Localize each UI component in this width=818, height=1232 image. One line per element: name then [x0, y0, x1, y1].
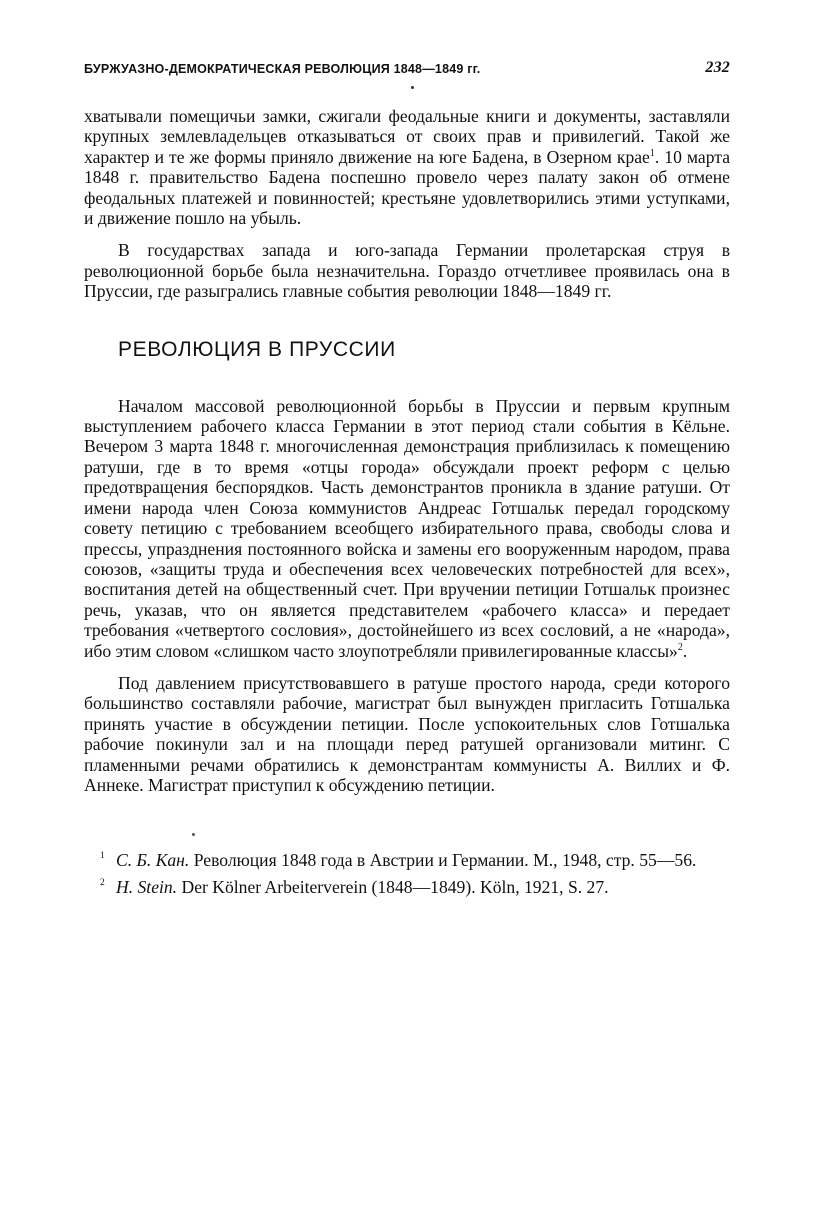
paragraph-3	[84, 396, 730, 661]
footnote-2-number: 2	[100, 877, 105, 888]
paragraph-1	[84, 106, 730, 228]
footnote-1-text: Революция 1848 года в Австрии и Германии. М., 1948, стр. 55—56.	[189, 850, 697, 871]
footnote-1-number: 1	[100, 851, 105, 862]
book-page	[84, 56, 730, 903]
footnote-1-author: С. Б. Кан.	[116, 850, 190, 871]
paragraph-3-text-a: Началом массовой революционной борьбы в Пруссии и первым крупным выступлением рабочего класса Германии в этот период стали события в Кёльне. Вечером 3 марта 1848 г. многочисленная демонстрация приблизилась к помещению ратуши, где в то время «отцы города» обсуждали проект реформ с целью предотвращения беспорядков. Часть демонстрантов проникла в здание ратуши. От имени народа член Союза коммунистов Андреас Готшальк передал городскому совету петицию с требованием всеобщего избирательного права, свободы слова и прессы, упразднения постоянного войска и замены его вооруженным народом, права союзов, «защиты труда и обеспечения всех человеческих потребностей для всех», воспитания детей на общественный счет. При вручении петиции Готшальк произнес речь, указав, что он является представителем «рабочего класса» и передает требования «четвертого сословия», достойнейшего из всех сословий, а не «народа», ибо этим словом «слишком часто злоупотребляли привилегированные классы»	[84, 395, 730, 661]
footnote-ref-2: 2	[677, 641, 683, 653]
paragraph-2: В государствах запада и юго-запада Германии пролетарская струя в революционной борьбе была незначительна. Гораздо отчетливее проявилась она в Пруссии, где разыгрались главные события революции 1848—1849 гг.	[84, 240, 730, 302]
footnote-2-text: Der Kölner Arbeiterverein (1848—1849). Köln, 1921, S. 27.	[177, 876, 609, 897]
running-head-title: БУРЖУАЗНО-ДЕМОКРАТИЧЕСКАЯ РЕВОЛЮЦИЯ 1848—1849 гг.	[84, 62, 481, 76]
footnote-2-author: H. Stein.	[116, 876, 178, 897]
paragraph-3-text-b: .	[682, 640, 688, 661]
footnotes	[84, 833, 730, 897]
section-heading: РЕВОЛЮЦИЯ В ПРУССИИ	[118, 337, 396, 361]
footnote-ref-1: 1	[649, 147, 655, 159]
running-head	[84, 56, 730, 84]
footnote-separator	[192, 833, 195, 836]
paragraph-1-text-b: . 10 марта 1848 г. правительство Бадена поспешно провело через палату закон об отмене феодальных платежей и повинностей; крестьяне удовлетворились этими уступками, и движение пошло на убыль.	[84, 146, 730, 229]
body-text	[84, 106, 730, 795]
page-number: 232	[705, 59, 730, 76]
footnote-2	[84, 877, 730, 897]
decorative-dot	[411, 86, 414, 89]
footnote-1	[84, 850, 730, 870]
paragraph-4: Под давлением присутствовавшего в ратуше простого народа, среди которого большинство составляли рабочие, магистрат был вынужден пригласить Готшалька принять участие в обсуждении петиции. После успокоительных слов Готшалька рабочие покинули зал и на площади перед ратушей организовали митинг. С пламенными речами обратились к демонстрантам коммунисты А. Виллих и Ф. Аннеке. Магистрат приступил к обсуждению петиции.	[84, 672, 730, 795]
paragraph-1-text-a: хватывали помещичьи замки, сжигали феодальные книги и документы, заставляли крупных землевладельцев отказываться от своих прав и привилегий. Такой же характер и те же формы приняло движение на юге Бадена, в Озерном крае	[84, 106, 730, 167]
